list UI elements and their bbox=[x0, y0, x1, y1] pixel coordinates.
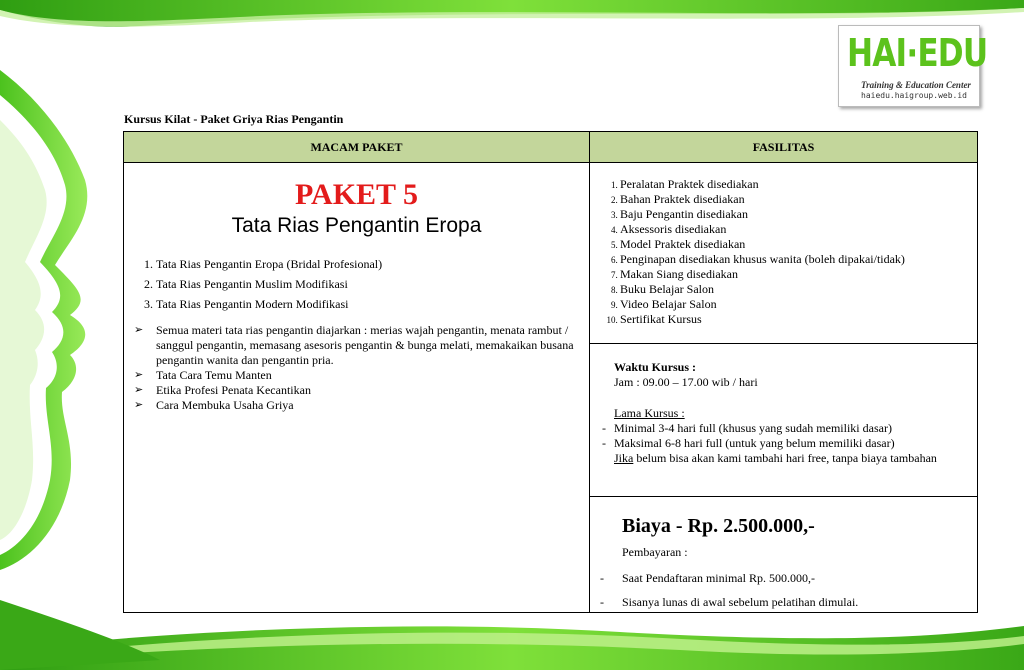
fasilitas-item: 8. Buku Belajar Salon bbox=[620, 282, 977, 297]
fasilitas-cell bbox=[590, 163, 978, 344]
lama-maksimal: - Maksimal 6-8 hari full (untuk yang belum memiliki dasar) bbox=[602, 436, 895, 450]
fasilitas-item: 4. Aksessoris disediakan bbox=[620, 222, 977, 237]
biaya-title: Biaya - Rp. 2.500.000,- bbox=[622, 515, 815, 537]
paket-cell bbox=[124, 163, 590, 613]
document-title: Kursus Kilat - Paket Griya Rias Pengantin bbox=[124, 112, 344, 126]
sisanya-row: - Sisanya lunas di awal sebelum pelatihan dimulai. bbox=[600, 595, 859, 609]
fasilitas-item: 5. Model Praktek disediakan bbox=[620, 237, 977, 252]
header-fasilitas: FASILITAS bbox=[590, 132, 978, 163]
arrow-bullet-icon: ➢ bbox=[134, 399, 144, 411]
arrow-bullet-icon: ➢ bbox=[134, 369, 144, 381]
paket-subtitle: Tata Rias Pengantin Eropa bbox=[231, 214, 482, 237]
materi-item: ➢ Semua materi tata rias pengantin diajarkan : merias wajah pengantin, menata rambut / sanggul pengantin, memasang asesoris pengantin & bunga melati, memakaikan busana pengantin wanita dan pengantin pria. bbox=[134, 323, 574, 367]
biaya-cell bbox=[590, 497, 978, 613]
materi-item: ➢ Cara Membuka Usaha Griya bbox=[134, 398, 294, 412]
pendaftaran-row: - Saat Pendaftaran minimal Rp. 500.000,- bbox=[600, 571, 815, 585]
lama-title: Lama Kursus : bbox=[614, 406, 685, 420]
paket-title: PAKET 5 bbox=[294, 178, 419, 211]
module-item: 3. Tata Rias Pengantin Modern Modifikasi bbox=[156, 297, 589, 311]
materi-item: ➢ Etika Profesi Penata Kecantikan bbox=[134, 383, 311, 397]
module-item: 2. Tata Rias Pengantin Muslim Modifikasi bbox=[156, 277, 589, 291]
waktu-title: Waktu Kursus : bbox=[614, 360, 697, 374]
waktu-cell bbox=[590, 344, 978, 497]
lama-minimal: - Minimal 3-4 hari full (khusus yang sudah memiliki dasar) bbox=[602, 421, 892, 435]
logo-tagline: Training & Education Center bbox=[861, 80, 971, 90]
fasilitas-item: 9. Video Belajar Salon bbox=[620, 297, 977, 312]
arrow-bullet-icon: ➢ bbox=[134, 324, 144, 336]
fasilitas-item: 1. Peralatan Praktek disediakan bbox=[620, 177, 977, 192]
package-table bbox=[123, 131, 978, 613]
arrow-bullet-icon: ➢ bbox=[134, 384, 144, 396]
jika-note: Jika belum bisa akan kami tambahi hari free, tanpa biaya tambahan bbox=[614, 451, 937, 465]
fasilitas-list bbox=[590, 177, 977, 327]
fasilitas-item: 10. Sertifikat Kursus bbox=[620, 312, 977, 327]
jam-kursus: Jam : 09.00 – 17.00 wib / hari bbox=[614, 375, 758, 389]
pembayaran-label: Pembayaran : bbox=[622, 545, 688, 559]
materi-item: ➢ Tata Cara Temu Manten bbox=[134, 368, 272, 382]
fasilitas-item: 2. Bahan Praktek disediakan bbox=[620, 192, 977, 207]
materi-list bbox=[134, 323, 589, 413]
logo-url: haiedu.haigroup.web.id bbox=[861, 91, 967, 100]
module-list bbox=[124, 257, 589, 311]
haiedu-logo bbox=[838, 25, 988, 107]
fasilitas-item: 7. Makan Siang disediakan bbox=[620, 267, 977, 282]
fasilitas-item: 6. Penginapan disediakan khusus wanita (boleh dipakai/tidak) bbox=[620, 252, 977, 267]
module-item: 1. Tata Rias Pengantin Eropa (Bridal Profesional) bbox=[156, 257, 589, 271]
fasilitas-item: 3. Baju Pengantin disediakan bbox=[620, 207, 977, 222]
logo-wordmark: HAI·EDU bbox=[847, 31, 988, 75]
header-macam-paket: MACAM PAKET bbox=[124, 132, 590, 163]
